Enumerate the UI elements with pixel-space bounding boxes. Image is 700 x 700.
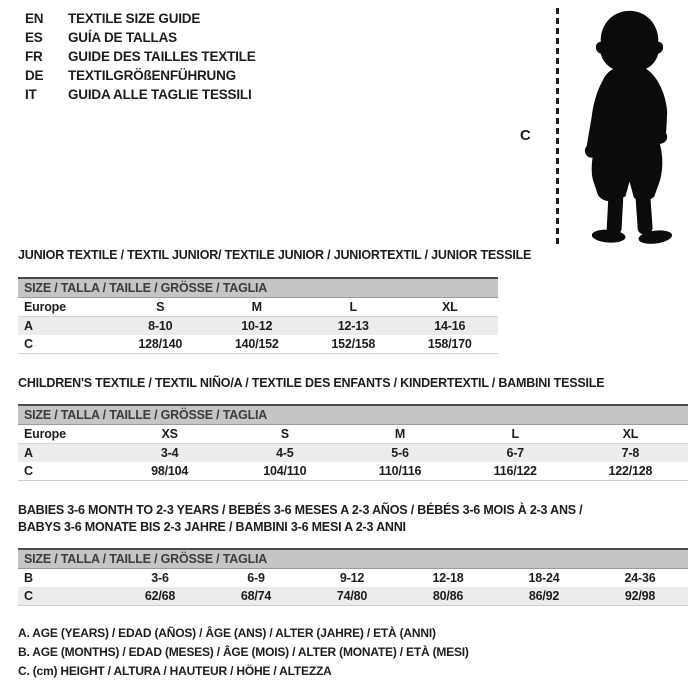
- size-table: [18, 502, 688, 606]
- row-label: B: [24, 571, 33, 585]
- size-value-cell: 24-36: [624, 571, 656, 585]
- size-value-cell: 74/80: [336, 589, 368, 603]
- row-label: C: [24, 589, 33, 603]
- table-row: [18, 462, 688, 481]
- size-value-cell: 3-6: [151, 571, 169, 585]
- table-row: [18, 569, 688, 587]
- size-value-cell: XL: [622, 427, 639, 441]
- language-code: DE: [25, 68, 44, 83]
- size-value-cell: 8-10: [148, 318, 173, 333]
- size-value-cell: 92/98: [624, 589, 656, 603]
- dashed-height-line: [556, 8, 559, 246]
- size-value-cell: M: [251, 299, 262, 314]
- size-value-cell: 5-6: [391, 446, 409, 460]
- size-value-cell: 6-7: [506, 446, 524, 460]
- language-title: GUIDE DES TAILLES TEXTILE: [68, 49, 256, 64]
- size-header-bar: SIZE / TALLA / TAILLE / GRÖSSE / TAGLIA: [18, 404, 688, 425]
- table-title-line: BABIES 3-6 MONTH TO 2-3 YEARS / BEBÉS 3-6 MESES A 2-3 AÑOS / BÉBÉS 3-6 MOIS À 2-3 ANS /: [18, 503, 583, 517]
- language-row: [25, 66, 256, 85]
- size-value-cell: 128/140: [138, 336, 183, 351]
- footnote-c: C. (cm) HEIGHT / ALTURA / HAUTEUR / HÖHE / ALTEZZA: [18, 664, 332, 678]
- height-figure: [520, 6, 696, 248]
- size-value-cell: 18-24: [528, 571, 560, 585]
- table-title-line: CHILDREN'S TEXTILE / TEXTIL NIÑO/A / TEXTILE DES ENFANTS / KINDERTEXTIL / BAMBINI TESSILE: [18, 375, 605, 390]
- table-title: [18, 247, 532, 264]
- size-value-cell: 86/92: [528, 589, 560, 603]
- header-area: [0, 0, 700, 248]
- size-value-cell: 110/116: [378, 464, 422, 478]
- language-code: EN: [25, 11, 44, 26]
- size-value-cell: M: [394, 427, 406, 441]
- footnote-b: B. AGE (MONTHS) / EDAD (MESES) / ÂGE (MOIS) / ALTER (MONATE) / ETÀ (MESI): [18, 645, 469, 659]
- size-value-cell: 12-13: [337, 318, 369, 333]
- size-value-cell: S: [156, 299, 165, 314]
- row-label: A: [24, 318, 33, 333]
- size-value-cell: 7-8: [621, 446, 640, 460]
- table-row: [18, 298, 498, 317]
- row-label: Europe: [24, 427, 66, 441]
- size-value-cell: 98/104: [151, 464, 189, 478]
- size-value-cell: S: [280, 427, 289, 441]
- size-value-cell: 152/158: [331, 336, 376, 351]
- size-header-bar: SIZE / TALLA / TAILLE / GRÖSSE / TAGLIA: [18, 277, 498, 298]
- size-value-cell: 62/68: [144, 589, 176, 603]
- language-title: TEXTILE SIZE GUIDE: [68, 11, 201, 26]
- table-title-line: JUNIOR TEXTILE / TEXTIL JUNIOR/ TEXTILE JUNIOR / JUNIORTEXTIL / JUNIOR TESSILE: [18, 248, 532, 262]
- height-measure-label: C: [520, 127, 531, 144]
- language-title: TEXTILGRÖßENFÜHRUNG: [68, 68, 236, 83]
- size-value-cell: 14-16: [434, 318, 466, 333]
- size-header-bar: SIZE / TALLA / TAILLE / GRÖSSE / TAGLIA: [18, 548, 688, 569]
- size-value-cell: 104/110: [263, 464, 307, 478]
- table-row: [18, 425, 688, 444]
- table-row: [18, 317, 498, 335]
- size-table: [18, 375, 688, 482]
- table-title: [18, 502, 688, 535]
- tables-section: [18, 247, 688, 627]
- size-value-cell: 122/128: [608, 464, 653, 478]
- size-value-cell: 68/74: [240, 589, 272, 603]
- language-title: GUÍA DE TALLAS: [68, 30, 177, 45]
- size-value-cell: 3-4: [160, 446, 179, 460]
- size-value-cell: L: [349, 299, 357, 314]
- size-value-cell: XS: [161, 427, 178, 441]
- table-row: [18, 335, 498, 354]
- language-code: FR: [25, 49, 43, 64]
- language-row: [25, 28, 256, 47]
- size-value-cell: 9-12: [339, 571, 365, 585]
- size-value-cell: 158/170: [427, 336, 472, 351]
- footnotes: [18, 624, 469, 681]
- row-label: C: [24, 336, 33, 351]
- size-value-cell: 140/152: [234, 336, 279, 351]
- language-list: [25, 9, 256, 104]
- language-row: [25, 9, 256, 28]
- toddler-silhouette-image: [568, 8, 692, 246]
- table-row: [18, 444, 688, 462]
- size-value-cell: 80/86: [432, 589, 464, 603]
- size-value-cell: L: [511, 427, 519, 441]
- row-label: Europe: [24, 299, 66, 314]
- footnote-a: A. AGE (YEARS) / EDAD (AÑOS) / ÂGE (ANS) / ALTER (JAHRE) / ETÀ (ANNI): [18, 626, 436, 640]
- language-code: ES: [25, 30, 43, 45]
- size-value-cell: 4-5: [276, 446, 294, 460]
- language-title: GUIDA ALLE TAGLIE TESSILI: [68, 87, 252, 102]
- row-label: C: [24, 464, 33, 478]
- language-row: [25, 47, 256, 66]
- table-title: [18, 375, 688, 392]
- table-title-line: BABYS 3-6 MONATE BIS 2-3 JAHRE / BAMBINI 3-6 MESI A 2-3 ANNI: [18, 519, 406, 534]
- language-code: IT: [25, 87, 37, 102]
- language-row: [25, 85, 256, 104]
- size-value-cell: XL: [441, 299, 458, 314]
- row-label: A: [24, 446, 33, 460]
- table-row: [18, 587, 688, 606]
- size-value-cell: 10-12: [241, 318, 273, 333]
- size-value-cell: 116/122: [493, 464, 537, 478]
- size-value-cell: 12-18: [432, 571, 464, 585]
- size-value-cell: 6-9: [247, 571, 265, 585]
- size-table: [18, 247, 532, 354]
